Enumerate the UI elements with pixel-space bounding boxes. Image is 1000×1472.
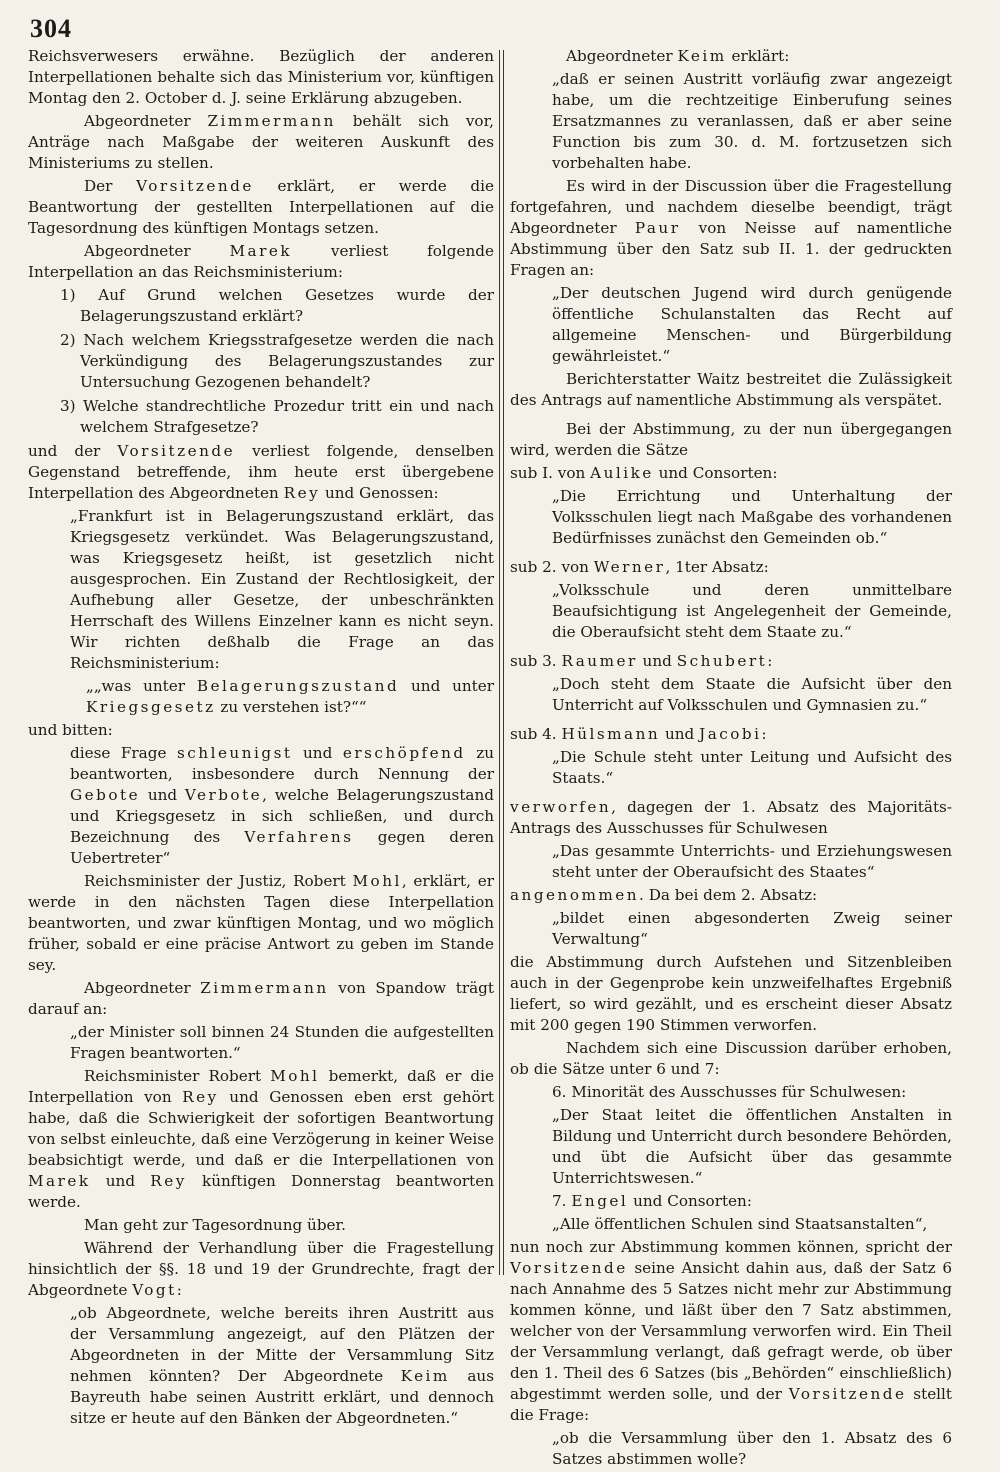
paragraph: Nachdem sich eine Discussion darüber erhoben, ob die Sätze unter 6 und 7: xyxy=(510,1039,952,1078)
block-quote: „Der Staat leitet die öffentlichen Anstalten in Bildung und Unterricht durch besondere Behörden, und übt die Aufsicht über das gesammte Unterrichtswesen.“ xyxy=(552,1106,952,1187)
block-quote: „„was unter Belagerungszustand und unter Kriegsgesetz zu verstehen ist?““ xyxy=(86,677,495,716)
speaker-name: Keim xyxy=(677,47,727,65)
speaker-name: Mohl xyxy=(352,872,402,890)
paragraph: Reichsverwesers erwähne. Bezüglich der anderen Interpellationen behalte sich das Ministerium vor, künftigen Montag den 2. October d. J. seine Erklärung abzugeben. xyxy=(28,47,494,107)
paragraph: und der Vorsitzende verliest folgende, denselben Gegenstand betreffende, ihm heute erst übergebene Interpellation des Abgeordneten Rey und Genossen: xyxy=(28,442,494,502)
list-item: 2) Nach welchem Kriegsstrafgesetze werden die nach Verkündigung des Belagerungszustandes zur Untersuchung Gezogenen behandelt? xyxy=(60,331,494,391)
paragraph: Reichsminister der Justiz, Robert Mohl, erklärt, er werde in den nächsten Tagen diese Interpellation beantworten, und zwar künftigen Montag, und wo möglich früher, sobald er eine präcise Antwort zu geben im Stande sey. xyxy=(28,872,494,974)
speaker-name: Marek xyxy=(229,242,293,260)
right-column xyxy=(510,46,952,1472)
block-quote: „Die Errichtung und Unterhaltung der Volksschulen liegt nach Maßgabe des vorhandenen Bedürfnisses zunächst den Gemeinden ob.“ xyxy=(552,487,952,547)
block-quote: „Alle öffentlichen Schulen sind Staatsanstalten“, xyxy=(552,1215,928,1233)
block-quote: „Die Schule steht unter Leitung und Aufsicht des Staats.“ xyxy=(552,748,952,787)
list-item: 7. Engel und Consorten: xyxy=(552,1192,752,1210)
block-quote: „Volksschule und deren unmittelbare Beaufsichtigung ist Angelegenheit der Gemeinde, die Oberaufsicht steht dem Staate zu.“ xyxy=(552,581,952,641)
list-item: sub 3. Raumer und Schubert: xyxy=(510,652,773,670)
paragraph: und bitten: xyxy=(28,721,113,739)
paragraph: nun noch zur Abstimmung kommen können, spricht der Vorsitzende seine Ansicht dahin aus, daß der Satz 6 nach Annahme des 5 Satzes nicht mehr zur Abstimmung kommen könne, und läßt über den 7 Satz abstimmen, welcher von der Versammlung verworfen wird. Ein Theil der Versammlung verlangt, daß gefragt werde, ob über den 1. Theil des 6 Satzes (bis „Behörden“ einschließlich) abgestimmt werden solle, und der Vorsitzende stellt die Frage: xyxy=(510,1238,952,1424)
block-quote: „der Minister soll binnen 24 Stunden die aufgestellten Fragen beantworten.“ xyxy=(70,1023,494,1062)
paragraph: Abgeordneter Keim erklärt: xyxy=(566,47,790,65)
speaker-name: Vogt xyxy=(132,1281,177,1299)
speaker-name: Rey xyxy=(283,484,321,502)
list-item: 3) Welche standrechtliche Prozedur tritt ein und nach welchem Strafgesetze? xyxy=(60,397,494,436)
block-quote: „Frankfurt ist in Belagerungszustand erklärt, das Kriegsgesetz verkündet. Was Belagerungszustand, was Kriegsgesetz heißt, ist gesetzlich nicht ausgesprochen. Ein Zustand der Rechtlosigkeit, der Aufhebung aller Gesetze, der unbeschränkten Herrschaft des Willens Einzelner kann es nicht seyn. Wir richten deßhalb die Frage an das Reichsministerium: xyxy=(70,507,494,672)
paragraph: Man geht zur Tagesordnung über. xyxy=(84,1216,346,1234)
paragraph: die Abstimmung durch Aufstehen und Sitzenbleiben auch in der Gegenprobe kein unzweifelhaftes Ergebniß liefert, so wird gezählt, und es erscheint dieser Absatz mit 200 gegen 190 Stimmen verworfen. xyxy=(510,953,952,1034)
list-item: 6. Minorität des Ausschusses für Schulwesen: xyxy=(552,1083,907,1101)
block-quote: „bildet einen abgesonderten Zweig seiner Verwaltung“ xyxy=(552,909,952,948)
paragraph: angenommen. Da bei dem 2. Absatz: xyxy=(510,886,818,904)
speaker-name: Vorsitzende xyxy=(136,177,254,195)
block-quote: „Das gesammte Unterrichts- und Erziehungswesen steht unter der Oberaufsicht des Staates“ xyxy=(552,842,952,881)
speaker-name: Mohl xyxy=(270,1067,320,1085)
left-column xyxy=(28,46,494,1431)
speaker-name: Paur xyxy=(634,219,681,237)
list-item: 1) Auf Grund welchen Gesetzes wurde der Belagerungszustand erklärt? xyxy=(60,286,494,325)
speaker-name: Vorsitzende xyxy=(117,442,236,460)
list-item: sub 4. Hülsmann und Jacobi: xyxy=(510,725,767,743)
paragraph: Bei der Abstimmung, zu der nun übergegangen wird, werden die Sätze xyxy=(510,420,952,459)
paragraph: Während der Verhandlung über die Fragestellung hinsichtlich der §§. 18 und 19 der Grundrechte, fragt der Abgeordnete Vogt: xyxy=(28,1239,494,1299)
paragraph: Berichterstatter Waitz bestreitet die Zulässigkeit des Antrags auf namentliche Abstimmung als verspätet. xyxy=(510,370,953,409)
paragraph: Abgeordneter Marek verliest folgende Interpellation an das Reichsministerium: xyxy=(28,242,494,281)
block-quote: „ob die Versammlung über den 1. Absatz des 6 Satzes abstimmen wolle? xyxy=(552,1429,952,1468)
speaker-name: Vorsitzende xyxy=(510,1259,628,1277)
paragraph: Es wird in der Discussion über die Fragestellung fortgefahren, und nachdem dieselbe beendigt, trägt Abgeordneter Paur von Neisse auf namentliche Abstimmung über den Satz sub II. 1. der gedruckten Fragen an: xyxy=(510,177,952,279)
block-quote: „daß er seinen Austritt vorläufig zwar angezeigt habe, um die rechtzeitige Einberufung seines Ersatzmannes zu veranlassen, daß er aber seine Function bis zum 30. d. M. fortzusetzen sich vorbehalten habe. xyxy=(552,70,952,172)
paragraph: Reichsminister Robert Mohl bemerkt, daß er die Interpellation von Rey und Genossen eben erst gehört habe, daß die Schwierigkeit der sofortigen Beantwortung von selbst einleuchte, daß eine Verzögerung in keiner Weise beabsichtigt werde, und daß er die Interpellationen von Marek und Rey künftigen Donnerstag beantworten werde. xyxy=(28,1067,494,1211)
block-quote: diese Frage schleunigst und erschöpfend zu beantworten, insbesondere durch Nennung der Gebote und Verbote, welche Belagerungszustand und Kriegsgesetz in sich schließen, und durch Bezeichnung des Verfahrens gegen deren Uebertreter“ xyxy=(70,744,494,867)
block-quote: „ob Abgeordnete, welche bereits ihren Austritt aus der Versammlung angezeigt, auf den Plätzen der Abgeordneten in der Mitte der Versammlung Sitz nehmen könnten? Der Abgeordnete Keim aus Bayreuth habe seinen Austritt erklärt, und dennoch sitze er heute auf den Bänken der Abgeordneten.“ xyxy=(70,1304,494,1427)
column-divider xyxy=(499,50,504,1275)
block-quote: „Der deutschen Jugend wird durch genügende öffentliche Schulanstalten das Recht auf allgemeine Menschen- und Bürgerbildung gewährleistet.“ xyxy=(552,284,952,365)
block-quote: „Doch steht dem Staate die Aufsicht über den Unterricht auf Volksschulen und Gymnasien zu.“ xyxy=(552,675,952,714)
paragraph: Abgeordneter Zimmermann behält sich vor, Anträge nach Maßgabe der weiteren Auskunft des Ministeriums zu stellen. xyxy=(28,112,494,172)
list-item: sub I. von Aulike und Consorten: xyxy=(510,464,778,482)
page-number: 304 xyxy=(30,14,72,43)
paragraph: Der Vorsitzende erklärt, er werde die Beantwortung der gestellten Interpellationen auf die Tagesordnung des künftigen Montags setzen. xyxy=(28,177,494,237)
speaker-name: Zimmermann xyxy=(207,112,336,130)
speaker-name: Zimmermann xyxy=(200,979,329,997)
paragraph: verworfen, dagegen der 1. Absatz des Majoritäts-Antrags des Ausschusses für Schulwesen xyxy=(510,798,952,837)
list-item: sub 2. von Werner, 1ter Absatz: xyxy=(510,558,769,576)
speaker-name: Waitz xyxy=(697,370,740,388)
paragraph: Abgeordneter Zimmermann von Spandow trägt darauf an: xyxy=(28,979,494,1018)
